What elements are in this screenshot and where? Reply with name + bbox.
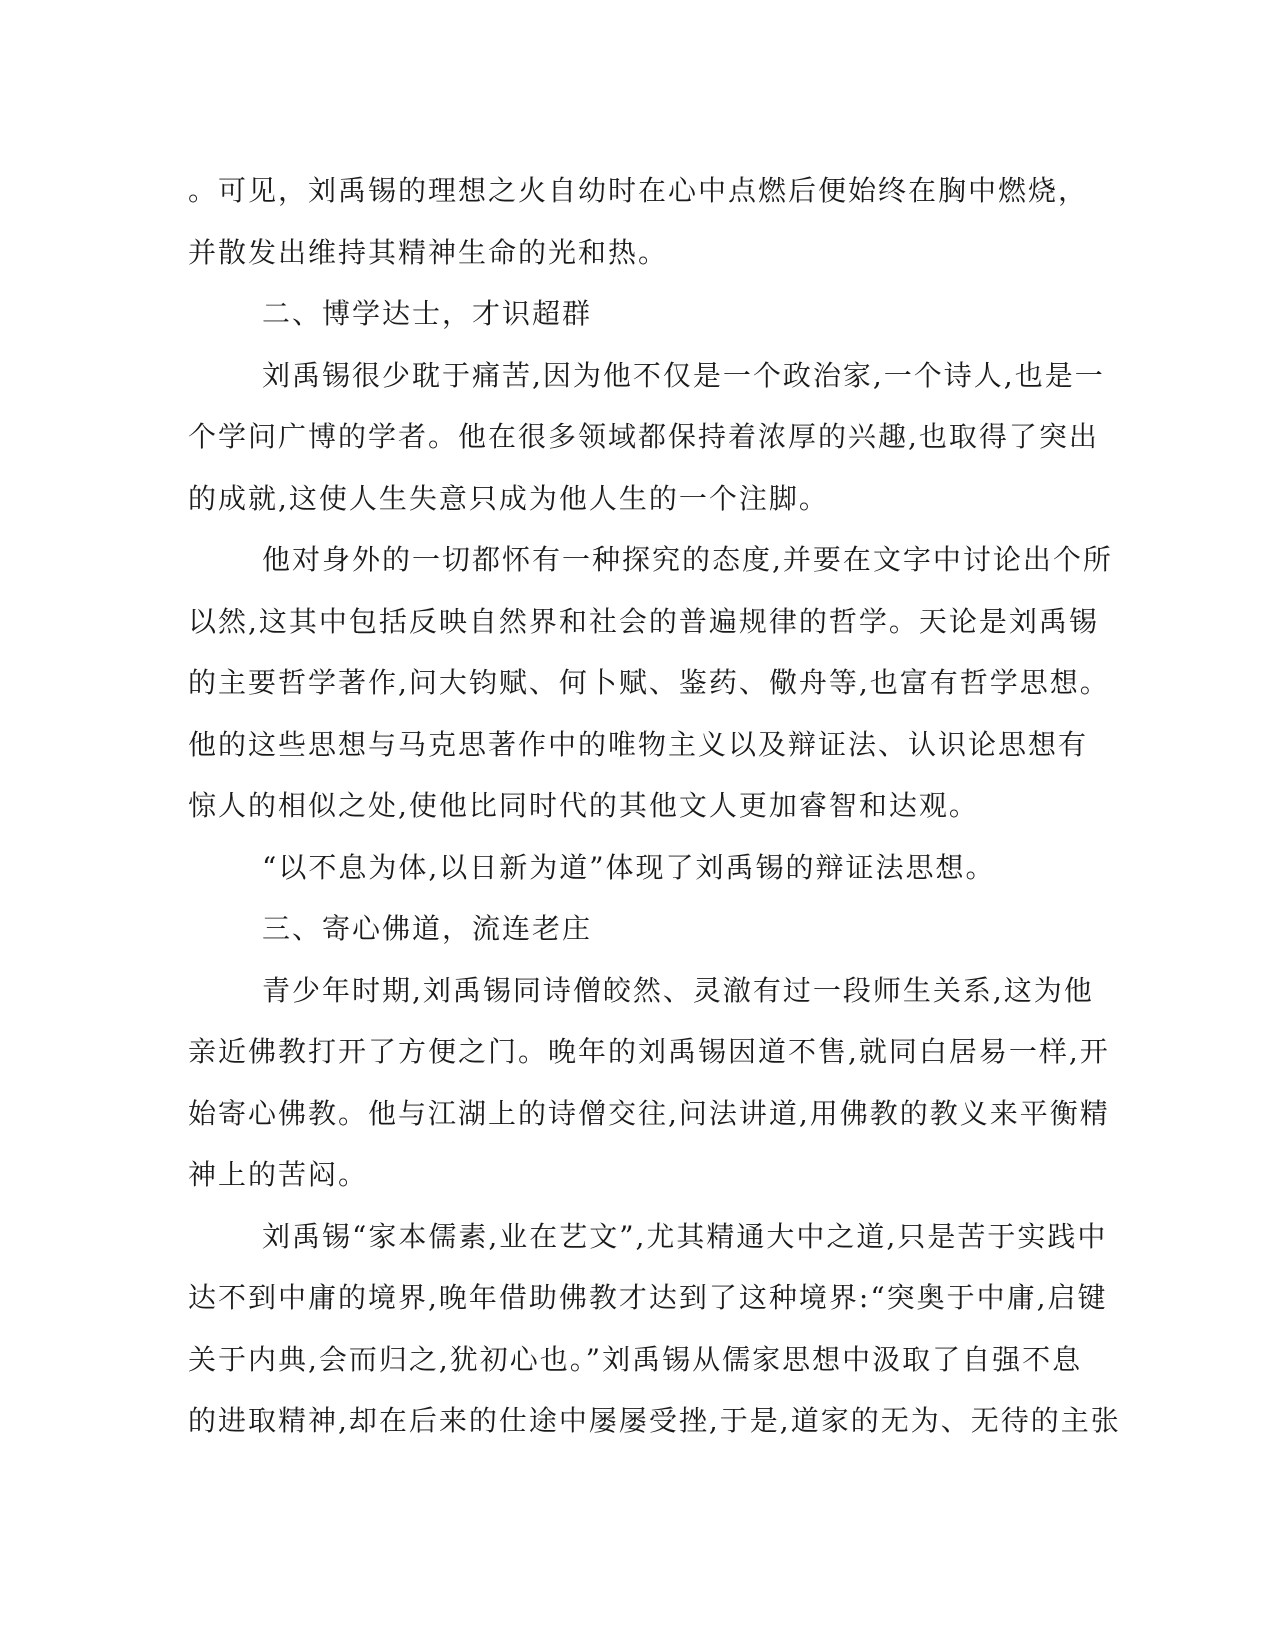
section-heading-3: 三、寄心佛道，流连老庄 — [262, 912, 593, 945]
text-line-8: 以然,这其中包括反映自然界和社会的普遍规律的哲学。天论是刘禹锡 — [188, 604, 1099, 638]
text-line-14: 青少年时期,刘禹锡同诗僧皎然、灵澈有过一段师生关系,这为他 — [262, 973, 1094, 1007]
text-line-18: 刘禹锡“家本儒素,业在艺文”,尤其精通大中之道,只是苦于实践中 — [262, 1219, 1108, 1253]
text-line-20: 关于内典,会而归之,犹初心也。”刘禹锡从儒家思想中汲取了自强不息 — [188, 1342, 1083, 1376]
document-body — [188, 160, 1121, 1452]
text-line-12: “以不息为体,以日新为道”体现了刘禹锡的辩证法思想。 — [262, 850, 996, 884]
text-line-21: 的进取精神,却在后来的仕途中屡屡受挫,于是,道家的无为、无待的主张 — [188, 1404, 1121, 1437]
section-heading-2: 二、博学达士，才识超群 — [262, 297, 593, 330]
text-line-2: 并散发出维持其精神生命的光和热。 — [188, 235, 669, 269]
text-line-15: 亲近佛教打开了方便之门。晚年的刘禹锡因道不售,就同白居易一样,开 — [188, 1035, 1110, 1068]
text-line-10: 他的这些思想与马克思著作中的唯物主义以及辩证法、认识论思想有 — [188, 727, 1089, 761]
text-line-5: 个学问广博的学者。他在很多领域都保持着浓厚的兴趣,也取得了突出 — [188, 420, 1099, 453]
text-line-16: 始寄心佛教。他与江湖上的诗僧交往,问法讲道,用佛教的教义来平衡精 — [188, 1096, 1110, 1130]
text-line-19: 达不到中庸的境界,晚年借助佛教才达到了这种境界:“突奥于中庸,启键 — [188, 1281, 1108, 1314]
text-line-11: 惊人的相似之处,使他比同时代的其他文人更加睿智和达观。 — [188, 789, 979, 822]
text-line-6: 的成就,这使人生失意只成为他人生的一个注脚。 — [188, 481, 829, 515]
text-line-9: 的主要哲学著作,问大钧赋、何卜赋、鉴药、儆舟等,也富有哲学思想。 — [188, 666, 1110, 699]
text-line-17: 神上的苦闷。 — [188, 1158, 369, 1191]
text-line-4: 刘禹锡很少耽于痛苦,因为他不仅是一个政治家,一个诗人,也是一 — [262, 358, 1105, 392]
text-line-7: 他对身外的一切都怀有一种探究的态度,并要在文字中讨论出个所 — [262, 543, 1113, 576]
text-line-1: 。可见，刘禹锡的理想之火自幼时在心中点燃后便始终在胸中燃烧， — [188, 174, 1089, 207]
